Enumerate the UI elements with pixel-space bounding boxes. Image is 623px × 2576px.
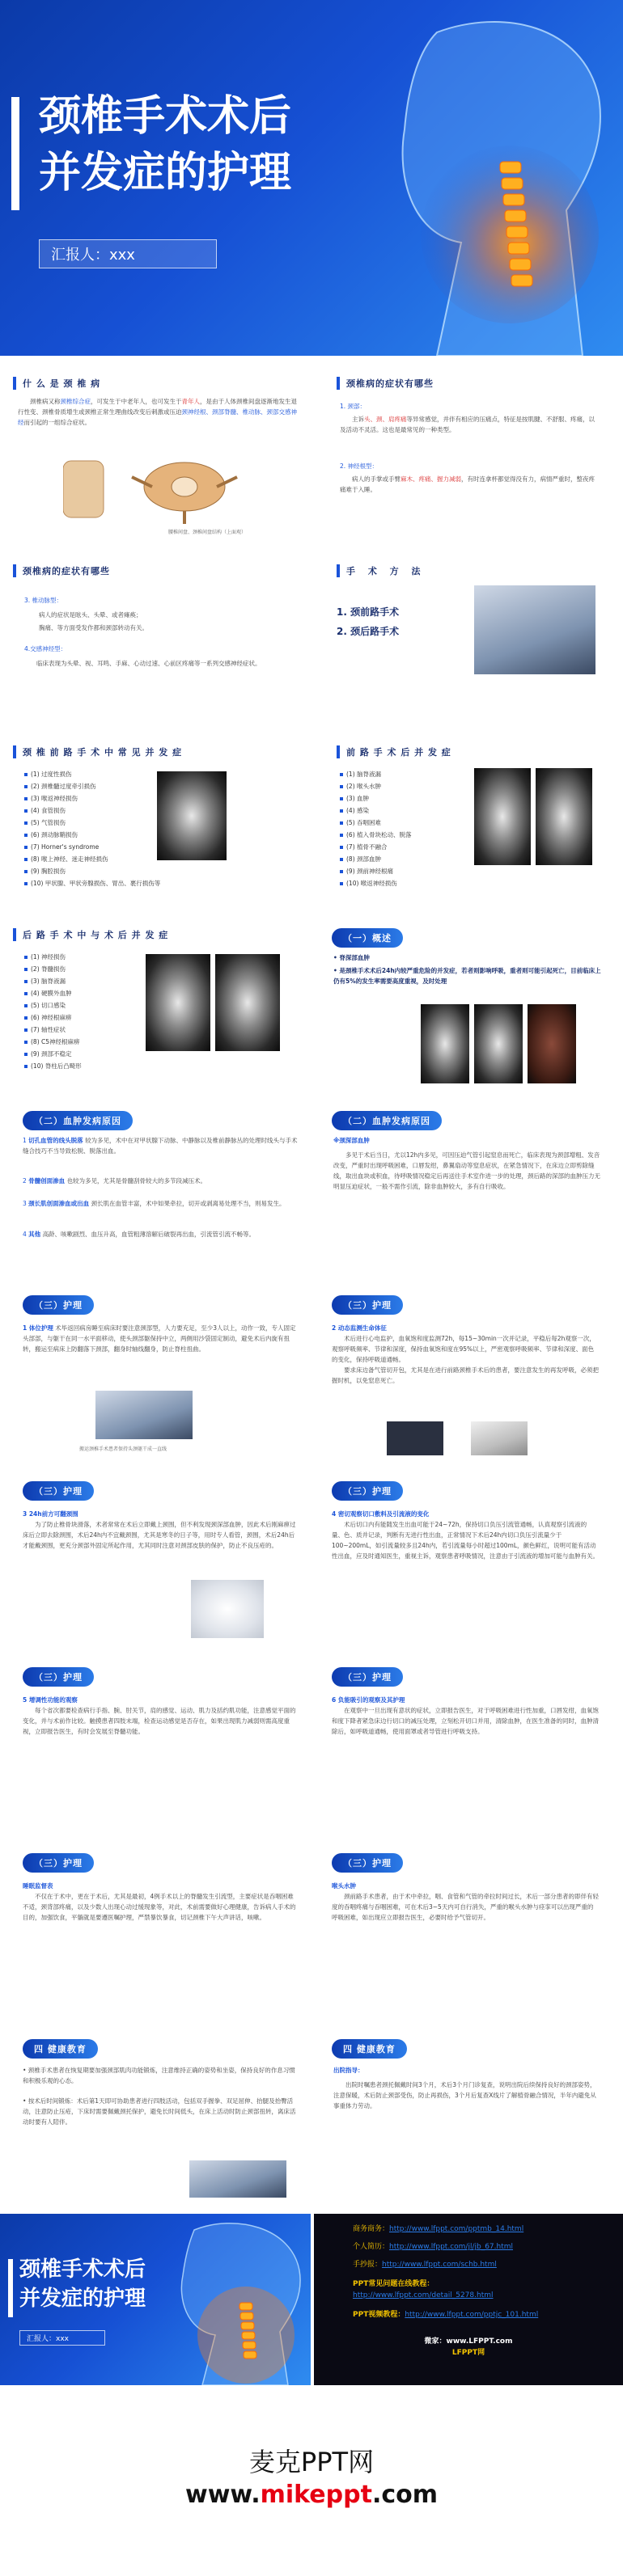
s12-pill-right: （三）护理	[332, 1481, 403, 1501]
s11-item1: 1 体位护理 术毕返回病房睡至病床时要注意颈部型，人力要充足，至少3人以上，动作一致，专人固定头部部，与躯干在同一水平面移动，使头颈部躯保持中立，两侧用沙袋固定制动，避免术后内旋有扭转，搬运至病床上防翻落下颈部，翻身时轴线翻身，防止脊柱扭曲。	[23, 1324, 296, 1353]
list-item: (2) 脊髓损伤	[24, 963, 82, 975]
s4-heading: 手 术 方 法	[337, 564, 426, 577]
list-item: (5) 吞咽困难	[340, 817, 412, 829]
s1-heading: 什 么 是 颈 椎 病	[13, 377, 100, 390]
s15-item-1: • 颈椎手术患者在恢复期要加强颈部肌肉功能锻炼，注意维持正确的姿势和坐姿，保持良好的作息习惯和积极乐观的心态。	[23, 2067, 295, 2084]
s10-sub: ※颈深部血肿	[333, 1137, 370, 1144]
s11-item2: 2 动态监测生命体征 术后进行心电监护，血氧饱和度监测72h，每15~30min一次并记录，平稳后每2h观察一次，观察呼吸频率、节律和深度，保持血氧饱和度在95%以上，严密观察呼吸频率、节律和深度、面色的变化，保持呼吸道通畅。 要求床边备气管切开包，尤其是在进行前路颈椎手术后的患者，要注意发生的再发呼吸，必须把握时机，以免窒息死亡。	[332, 1324, 599, 1384]
list-item: (7) 植骨不融合	[340, 841, 412, 853]
ending-title-line2: 并发症的护理	[19, 2287, 146, 2311]
list-item: (6) 植入骨块松动、脱落	[340, 829, 412, 841]
s8-pill: （一）概述	[332, 928, 403, 948]
s13-item6: 6 负能吸引的观察及其护理 在观察中一旦出现有意状的症状，立即报告医生，对于呼吸困难进行性加重，口唇发绀，血氧饱和度下降者紧急床边行切口的减压处理，立刻松开切口并用，清除血肿，在医生准备的同时，血肿清除后，如呼吸道通畅，使用面罩或者导管进行呼吸支持。	[332, 1696, 599, 1735]
surgery-photo	[474, 585, 595, 674]
slide-nursing-1	[6, 1287, 617, 1460]
monitor-photo	[387, 1421, 443, 1455]
list-item: (3) 血肿	[340, 792, 412, 804]
slide-posterior	[6, 918, 307, 1090]
s3-item2-title: 4.交感神经型：	[24, 645, 67, 652]
s1-caption: 腰椎间盘、颈椎间盘结构（上面观）	[168, 530, 247, 535]
slide-anterior-intraop	[6, 736, 307, 904]
xray-image	[157, 771, 227, 860]
s11-caption: 搬运颈椎手术患者保持头颈躯干成一直线	[79, 1446, 167, 1452]
list-item: (9) 胸腔损伤	[24, 865, 160, 877]
watermark-site: 微家：www.LFPPT.com	[424, 2337, 513, 2346]
s14-pill: （三）护理	[23, 1853, 94, 1873]
list-item: (4) 食管损伤	[24, 804, 160, 817]
s8-sub: • 脊深部血肿	[333, 954, 370, 961]
link-3[interactable]: 手抄报：http://www.lfppt.com/schb.html	[353, 2261, 497, 2269]
s3-item1-line1: 病人的症状是眩头、头晕、或者瘫痪；	[39, 611, 142, 619]
s9-pill: （二）血肿发病原因	[23, 1111, 133, 1130]
slide-symptoms-2	[6, 553, 307, 723]
s9-item-3: 3 颈长肌创面渗血或出血 颈长肌在血管丰富，术中如果牵拉，切开或剥离易处理不当，则易发生。	[23, 1200, 286, 1207]
xray-image	[474, 768, 531, 865]
list-item: (4) 感染	[340, 804, 412, 817]
xray-image	[146, 954, 210, 1051]
s11-pill: （三）护理	[23, 1295, 94, 1315]
slide-hematoma-causes-1	[6, 1103, 307, 1271]
s16-pill: 四 健康教育	[332, 2039, 407, 2059]
slide-surgery-methods	[316, 553, 617, 723]
s9-item-2: 2 骨髓创面渗血 也较为多见，尤其是骨髓刮骨较大的多节段减压术。	[23, 1177, 207, 1185]
xray-image	[421, 1004, 469, 1083]
list-item: (1) 脑脊液漏	[340, 768, 412, 780]
list-item: (7) 轴性症状	[24, 1024, 82, 1036]
s5-heading: 颈 椎 前 路 手 术 中 常 见 并 发 症	[13, 745, 182, 758]
s16-sub: 出院指导：	[333, 2067, 364, 2074]
cover-slide	[0, 0, 623, 356]
xray-image	[536, 768, 592, 865]
link-5[interactable]: PPT视频教程：http://www.lfppt.com/pptjc_101.html	[353, 2311, 539, 2319]
slide-nursing-3	[6, 1659, 617, 1832]
s2-item1-body: 主诉头、颈、肩疼痛等异常感觉，并伴有相应的压痛点，特征是按肌腱、不舒服、疼痛，以及活动不灵活。这也是最常见的一种类型。	[340, 416, 595, 433]
s6-list	[340, 768, 412, 889]
s13-item5: 5 增调性功能的观察 每个省次都要检查病行手指、腕、肘关节，肩的感觉、运动、肌力及括约肌功能，注意感觉平面的变化，并与术前作比较。触摸患者四肢末端，检查运动感觉是否存在，如果出现肌力减弱则需高度重视，立即报告医生，有时会发展至脊髓功能。	[23, 1696, 296, 1735]
list-item: (3) 脑脊液漏	[24, 975, 82, 987]
s7-list	[24, 951, 82, 1072]
neck-collar-photo	[191, 1580, 264, 1638]
s2-item1-title: 1. 颈部：	[340, 403, 367, 410]
title-accent-bar	[11, 97, 19, 210]
s12-item4: 4 密切观察切口敷料及引流液的变化 术后切口内有能随发生出血可能于24~72h，保持切口负压引流管通畅，认真观察引流液的量、色、质并记录，判断有无进行性出血，正常情况下术后24h内切口负压引流量少于100~200mL，如引流量较多且24h内，若引流量每小时超过100mL，颜色鲜红，说明可能有活动性出血，应及时通知医生，重视主诉，观察患者呼吸情况，注意由于引流液的增加可能与血肿有关。	[332, 1510, 599, 1560]
list-item: (5) 切口感染	[24, 999, 82, 1011]
list-item: (9) 颈前神经根痛	[340, 865, 412, 877]
list-item: (10) 脊柱后凸畸形	[24, 1060, 82, 1072]
list-item: (1) 过度性损伤	[24, 768, 160, 780]
s10-body: 多见于术后当日，尤以12h内多见，可因压迫气管引起窒息而死亡，临床表现为颈部增粗、发音改变，严重时出现呼吸困难，口唇发绀，鼻翼扇动等窒息症状，在紧急情况下，在床边立即剪除缝线，取出血块或积血，待呼吸情况稳定后再送往手术室作进一步的处理，颈后路的深部的血肿压力无明显压迫症状，一般不需作引流，除非血肿较大，多有自行吸收。	[333, 1151, 600, 1190]
ending-title-line1: 颈椎手术术后	[19, 2257, 146, 2282]
s3-heading: 颈椎病的症状有哪些	[13, 564, 110, 577]
xray-image	[215, 954, 280, 1051]
slide-health-edu-1	[6, 2031, 307, 2202]
mri-image	[528, 1004, 576, 1083]
patient-photo	[95, 1391, 193, 1439]
s4-item-2: 2. 颈后路手术	[337, 626, 400, 637]
s5-list	[24, 768, 160, 889]
slide-symptoms-1	[316, 369, 617, 540]
list-item: (1) 神经损伤	[24, 951, 82, 963]
cover-reporter: 汇报人：xxx	[39, 239, 217, 268]
vertebra-illustration	[63, 453, 265, 526]
s14-item8: 喉头水肿 颈前路手术患者，由于术中牵拉，咽、食管和气管的牵拉时间过长，术后一部分患者的即伴有轻度的吞咽疼痛与吞咽困难，可在术后3~5天内可自行消失，严重的喉头水肿与痉挛可以出现严重的呼吸困难，如出现应立即报告医生，必要时给予气管切开。	[332, 1882, 599, 1921]
watermark-brand: LFPPT网	[451, 2349, 485, 2357]
s1-body: 颈椎病又称颈椎综合症，可发生于中老年人，也可发生于青年人，是由于人体颈椎间盘逐渐地发生退行性变、颈椎骨质增生或颈椎正常生理曲线改变后刺激或压迫颈神经根、颈部脊髓、椎动脉、颈部交感神经而引起的一组综合症状。	[18, 398, 297, 426]
slide-what-is	[6, 369, 307, 540]
spine-figure	[340, 0, 623, 356]
s13-pill: （三）护理	[23, 1667, 94, 1687]
s4-item-1: 1. 颈前路手术	[337, 606, 400, 618]
equipment-photo	[471, 1421, 528, 1455]
list-item: (2) 喉头水肿	[340, 780, 412, 792]
links-panel	[314, 2214, 623, 2385]
cover-title-line2: 并发症的护理	[39, 149, 292, 197]
s14-item7: 睡眠监督表 不仅在于术中，更在于术后，尤其是最初，4例手术以上的脊髓发生引流型，主要症状是吞咽困难不适，颈背部疼痛，以及少数人出现心动过缓现象等，对此，术前需要做好心理健康，告诉病人手术的目的，加强饮食，平躺就是要遵医嘱护理，严禁暴饮暴食，切记颈椎下午大声讲话，咳嗽。	[23, 1882, 296, 1921]
s3-item2-body: 临床表现为头晕、视、耳鸣、手麻、心动过速、心前区疼痛等一系列交感神经症状。	[36, 660, 261, 667]
list-item: (2) 颈椎髓过度牵引损伤	[24, 780, 160, 792]
list-item: (8) C5神经根麻痹	[24, 1036, 82, 1048]
list-item: (8) 颈部血肿	[340, 853, 412, 865]
cover-title-line1: 颈椎手术术后	[39, 92, 292, 141]
s10-pill: （二）血肿发病原因	[332, 1111, 442, 1130]
s14-pill-right: （三）护理	[332, 1853, 403, 1873]
list-item: (6) 颈动脉鞘损伤	[24, 829, 160, 841]
list-item: (9) 颈部不稳定	[24, 1048, 82, 1060]
list-item: (10) 喉返神经损伤	[340, 877, 412, 889]
list-item: (4) 硬膜外血肿	[24, 987, 82, 999]
s3-item1-title: 3. 椎动脉型：	[24, 597, 63, 604]
s13-pill-right: （三）护理	[332, 1667, 403, 1687]
s12-item3: 3 24h前方可翻颈围 为了防止椎骨块滑落，术者常常在术后立即戴上颈围，但不利发现颈深部血肿，因此术后刚麻痹过床后立即去除颈围，术后24h内不宜戴颈围，尤其是寒冬的日子等，用时专人看管，颈围，术后24h后才能戴颈围，更充分颈部外固定所起作用，尤其同时注意对颈部皮肤的保护，防止不良压疮的。	[23, 1510, 296, 1549]
s11-pill-right: （三）护理	[332, 1295, 403, 1315]
list-item: (7) Horner's syndrome	[24, 841, 160, 853]
s2-item2-body: 病人的手掌或手臂麻木、疼痛、握力减弱，有时连拿杯都觉得没有力，病情严重时，整夜疼痛难于入睡。	[340, 475, 595, 493]
list-item: (10) 甲状腺、甲状旁腺损伤、胃出、裹行损伤等	[24, 877, 160, 889]
list-item: (6) 神经根麻痹	[24, 1011, 82, 1024]
s2-heading: 颈椎病的症状有哪些	[337, 377, 434, 390]
list-item: (3) 喉返神经损伤	[24, 792, 160, 804]
list-item: (8) 喉上神经、迷走神经损伤	[24, 853, 160, 865]
footer-url[interactable]: www.mikeppt.com	[184, 2481, 438, 2509]
s12-pill: （三）护理	[23, 1481, 94, 1501]
s7-heading: 后 路 手 术 中 与 术 后 并 发 症	[13, 928, 168, 941]
s6-heading: 前 路 手 术 后 并 发 症	[337, 745, 451, 758]
slide-hematoma-causes-2	[316, 1103, 617, 1271]
s15-item-2: • 按术后时间锻炼：术后第1天即可协助患者进行四肢活动，包括双手握拳、双足屈伸、抬腿及抬臀活动，注意防止压疮，下床时需要佩戴颈托保护，避免长时间低头，在床上活动时防止颈部扭转，离床活动时要有人陪伴。	[23, 2097, 296, 2126]
slide-health-edu-2	[316, 2031, 617, 2202]
link-4[interactable]: PPT常见问题在线教程： http://www.lfppt.com/detail_5278.html	[353, 2280, 494, 2299]
xray-image	[474, 1004, 523, 1083]
footer-brand: 麦克PPT网	[248, 2447, 375, 2477]
slide-anterior-postop	[316, 736, 617, 904]
ending-reporter: 汇报人：xxx	[19, 2330, 105, 2346]
slide-overview	[316, 918, 617, 1090]
slide-nursing-4	[6, 1845, 617, 2018]
title-accent-bar	[8, 2259, 13, 2317]
spine-figure	[146, 2214, 311, 2385]
s16-body: 出院时嘱患者颈托佩戴时间3个月，术后3个月门诊复查，说明出院后续保持良好的颈部姿势，注意保暖，术后防止颈部受伤，防止再损伤，3个月后复查X线片了解植骨融合情况，半年内避免从事重体力劳动。	[333, 2081, 596, 2109]
s2-item2-title: 2. 神经根型：	[340, 462, 379, 470]
list-item: (5) 气管损伤	[24, 817, 160, 829]
s9-item-4: 4 其他 高龄、咳嗽剧烈、血压升高，血管粗薄溶解后破裂再出血，引流管引流不畅等。	[23, 1231, 256, 1238]
ending-slide	[0, 2214, 311, 2385]
s3-item1-line2: 胸痛、等方面受发作都和颈部转动有关。	[39, 624, 148, 631]
patient-photo	[189, 2160, 286, 2198]
s9-item-1: 1 切孔血管的线头脱落 较为多见，术中在对甲状腺下动脉、中静脉以及椎前静脉丛的处理时线头与手术缝合技巧不当导致松脱、脱落出血。	[23, 1137, 298, 1155]
s15-pill: 四 健康教育	[23, 2039, 98, 2059]
s8-body: • 是颈椎手术术后24h内较严重危险的并发症，若者则影响呼吸，重者则可能引起死亡，目前临床上仍有5%的发生率需要高度重视，及时处理	[333, 967, 601, 985]
link-1[interactable]: 商务商务：http://www.lfppt.com/pptmb_14.html	[353, 2225, 524, 2233]
slide-nursing-2	[6, 1473, 617, 1646]
link-2[interactable]: 个人简历：http://www.lfppt.com/jl/jb_67.html	[353, 2243, 514, 2251]
